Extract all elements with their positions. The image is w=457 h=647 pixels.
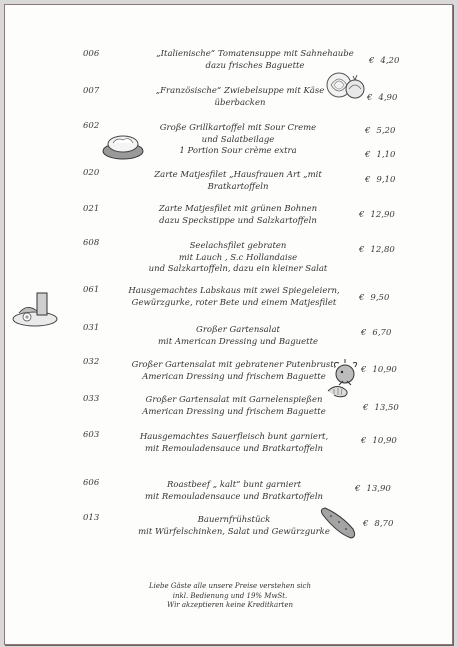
item-description: Zarte Matjesfilet „Hausfrauen Art „mit Bratkartoffeln — [154, 170, 322, 192]
item-price: € 10,90 — [361, 365, 397, 375]
item-price: € 10,90 — [361, 436, 397, 446]
item-code: 602 — [83, 121, 100, 131]
labskaus-plate-icon — [11, 287, 61, 329]
item-description: Seelachsfilet gebraten mit Lauch , S.c Hollandaise und Salzkartoffeln, dazu ein kleiner Salat — [148, 241, 328, 274]
item-price: € 9,10 — [365, 175, 396, 185]
item-code: 061 — [83, 285, 100, 295]
item-price: € 12,90 — [359, 210, 395, 220]
item-description: Großer Gartensalat mit gebratener Putenbrust, American Dressing und frischem Baguette — [131, 360, 337, 382]
item-code: 007 — [83, 86, 100, 96]
item-price: € 13,90 — [355, 484, 391, 494]
item-description: Hausgemachtes Sauerfleisch bunt garniert, mit Remouladensauce und Bratkartoffeln — [139, 432, 329, 454]
menu-page — [4, 4, 453, 645]
item-description: Bauernfrühstück mit Würfelschinken, Salat und Gewürzgurke — [138, 515, 330, 537]
item-code: 020 — [83, 168, 100, 178]
item-code: 033 — [83, 394, 100, 404]
item-price: € 5,20 — [365, 126, 396, 136]
item-price: € 4,20 — [369, 56, 400, 66]
item-description: Großer Gartensalat mit American Dressing und Baguette — [157, 325, 319, 347]
item-price: € 9,50 — [359, 293, 390, 303]
item-description: Roastbeef „ kalt“ bunt garniert mit Remouladensauce und Bratkartoffeln — [144, 480, 324, 502]
item-price: € 12,80 — [359, 245, 395, 255]
item-code: 603 — [83, 430, 100, 440]
item-code: 013 — [83, 513, 100, 523]
item-price: € 13,50 — [363, 403, 399, 413]
item-price: € 8,70 — [363, 519, 394, 529]
item-price: € 4,90 — [367, 93, 398, 103]
item-code: 021 — [83, 204, 100, 214]
item-description: Große Grillkartoffel mit Sour Creme und Salatbeilage 1 Portion Sour crème extra — [159, 123, 317, 156]
item-description: „Italienische“ Tomatensuppe mit Sahnehaube dazu frisches Baguette — [156, 49, 354, 71]
item-description: „Französische“ Zwiebelsuppe mit Käse überbacken — [155, 86, 325, 108]
pickle-icon — [317, 505, 359, 541]
item-code: 032 — [83, 357, 100, 367]
item-code: 006 — [83, 49, 100, 59]
item-code: 031 — [83, 323, 100, 333]
item-price-extra: € 1,10 — [365, 150, 396, 160]
onion-icon — [323, 65, 367, 105]
item-description: Hausgemachtes Labskaus mit zwei Spiegeleiern, Gewürzgurke, roter Bete und einem Matjesfilet — [128, 286, 340, 308]
shrimp-icon — [325, 383, 353, 399]
item-description: Zarte Matjesfilet mit grünen Bohnen dazu Speckstippe und Salzkartoffeln — [158, 204, 318, 226]
baked-potato-icon — [99, 131, 147, 161]
item-code: 608 — [83, 238, 100, 248]
item-code: 606 — [83, 478, 100, 488]
footer-note: Liebe Gäste alle unsere Preise verstehen sich inkl. Bedienung und 19% MwSt. Wir akzeptieren keine Kreditkarten — [149, 582, 311, 609]
item-price: € 6,70 — [361, 328, 392, 338]
item-description: Großer Gartensalat mit Garnelenspießen American Dressing und frischem Baguette — [142, 395, 326, 417]
